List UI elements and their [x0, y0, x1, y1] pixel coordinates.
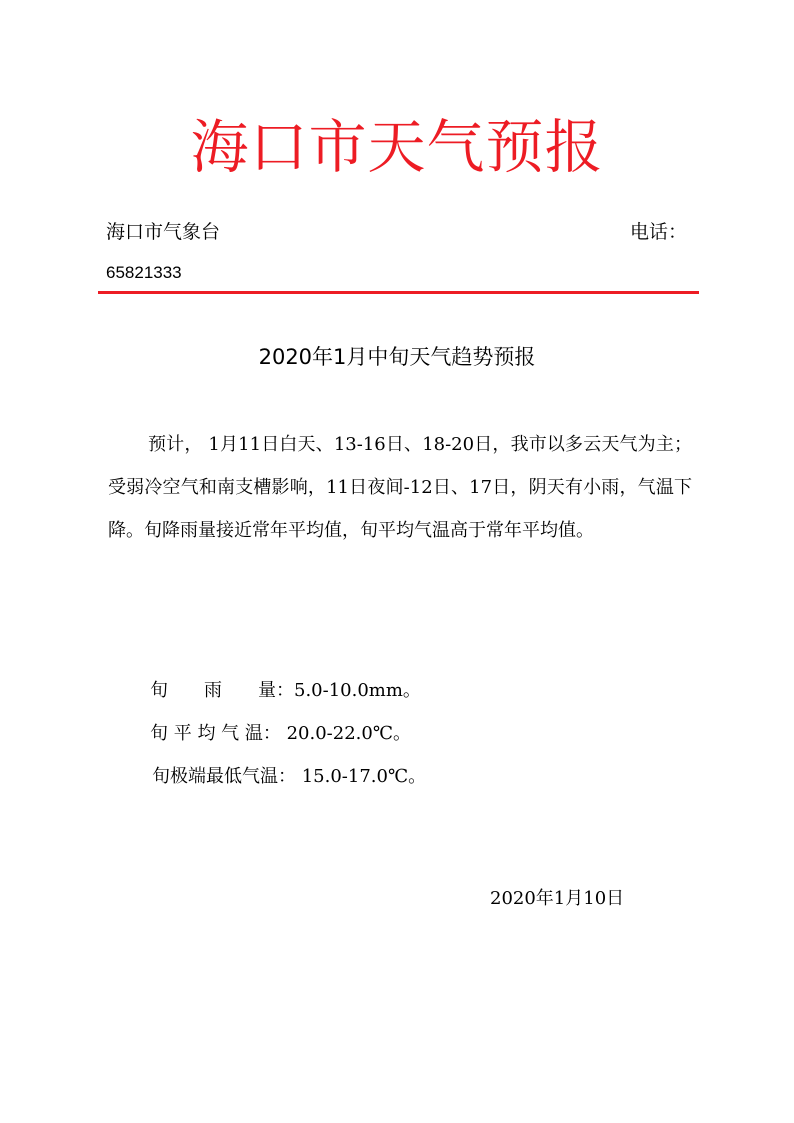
- forecast-paragraph: 预计， 1月11日白天、13-16日、18-20日，我市以多云天气为主；受弱冷空气和南支槽影响，11日夜间-12日、17日，阴天有小雨，气温下降。旬降雨量接近常年平均值，旬平均气温高于常年平均值。: [108, 434, 692, 541]
- masthead-title: 海口市天气预报: [190, 113, 604, 181]
- organization-name: 海口市气象台: [106, 221, 221, 243]
- header-divider: [98, 291, 699, 294]
- stat-minimum-temperature: 旬极端最低气温： 15.0-17.0℃。: [152, 766, 427, 787]
- stat-average-temperature: 旬 平 均 气 温： 20.0-22.0℃。: [150, 723, 411, 744]
- phone-label: 电话：: [630, 221, 688, 243]
- issue-date: 2020年1月10日: [490, 888, 625, 909]
- document-title: 2020年1月中旬天气趋势预报: [258, 345, 536, 369]
- phone-number: 65821333: [106, 263, 182, 282]
- stat-rainfall: 旬 雨 量：5.0-10.0mm。: [150, 680, 421, 701]
